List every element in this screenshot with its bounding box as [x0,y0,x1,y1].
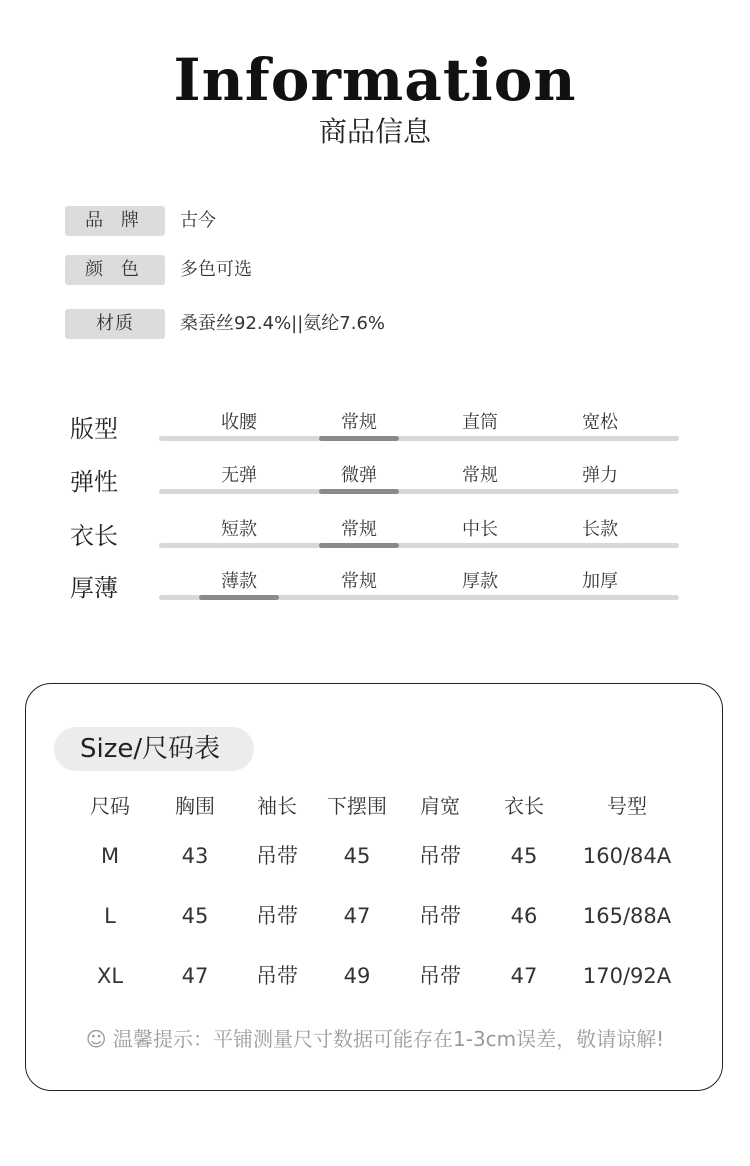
attribute-track [159,595,679,600]
size-table-header: 衣长 [504,794,544,818]
size-table-cell: L [104,904,116,928]
attribute-name: 衣长 [70,522,118,550]
size-table-cell: 46 [510,904,538,928]
attribute-option: 厚款 [462,571,498,592]
page-title-en: Information [173,46,577,114]
attribute-track [159,489,679,494]
size-table-cell: 47 [343,904,371,928]
attribute-option: 中长 [462,519,498,540]
size-table-cell: 45 [181,904,209,928]
attribute-option: 常规 [462,465,498,486]
size-table-cell: 吊带 [256,964,298,988]
size-table-cell: 吊带 [419,904,461,928]
attribute-option: 长款 [582,519,618,540]
size-table-cell: 165/88A [582,904,672,928]
size-table-header: 下摆围 [327,794,387,818]
size-table-cell: 吊带 [419,964,461,988]
brand-label: 品 牌 [65,206,165,236]
size-table-header: 号型 [607,794,647,818]
size-table-header: 胸围 [175,794,215,818]
smiley-icon: ☺ [85,1027,107,1051]
material-label: 材质 [65,309,165,339]
attribute-option: 收腰 [221,412,257,433]
attribute-option: 直筒 [462,412,498,433]
attribute-option: 微弹 [341,465,377,486]
attribute-name: 厚薄 [70,574,118,602]
brand-value: 古今 [180,210,216,231]
size-table-cell: 170/92A [582,964,672,988]
attribute-option: 弹力 [582,465,618,486]
size-table-cell: XL [96,964,124,988]
size-table-header: 肩宽 [420,794,460,818]
attribute-option: 加厚 [582,571,618,592]
size-table-header: 袖长 [257,794,297,818]
page-title-cn: 商品信息 [318,115,431,148]
size-table-cell: 吊带 [256,904,298,928]
attribute-selected-marker [319,543,399,548]
attribute-selected-marker [319,436,399,441]
attribute-selected-marker [199,595,279,600]
size-table-cell: 45 [510,844,538,868]
attribute-track [159,436,679,441]
measurement-note [0,1025,750,1053]
attribute-option: 无弹 [221,465,257,486]
size-table-cell: 吊带 [419,844,461,868]
attribute-option: 常规 [341,571,377,592]
color-value: 多色可选 [180,259,252,280]
size-table-cell: 43 [181,844,209,868]
size-table-cell: 160/84A [582,844,672,868]
attribute-option: 常规 [341,412,377,433]
attribute-option: 薄款 [221,571,257,592]
size-table-cell: 47 [510,964,538,988]
size-table-cell: 吊带 [256,844,298,868]
note-text: 温馨提示：平铺测量尺寸数据可能存在1-3cm误差，敬请谅解! [113,1027,665,1051]
color-label: 颜 色 [65,255,165,285]
size-table-cell: 47 [181,964,209,988]
attribute-track [159,543,679,548]
size-table-cell: 45 [343,844,371,868]
size-table-header: 尺码 [90,794,130,818]
material-value: 桑蚕丝92.4%||氨纶7.6% [180,313,386,334]
attribute-option: 常规 [341,519,377,540]
attribute-option: 宽松 [582,412,618,433]
attribute-option: 短款 [221,519,257,540]
size-chart-title: Size/尺码表 [54,727,254,771]
size-table-cell: 49 [343,964,371,988]
size-table-cell: M [100,844,120,868]
attribute-name: 弹性 [70,468,118,496]
attribute-name: 版型 [70,415,118,443]
attribute-selected-marker [319,489,399,494]
